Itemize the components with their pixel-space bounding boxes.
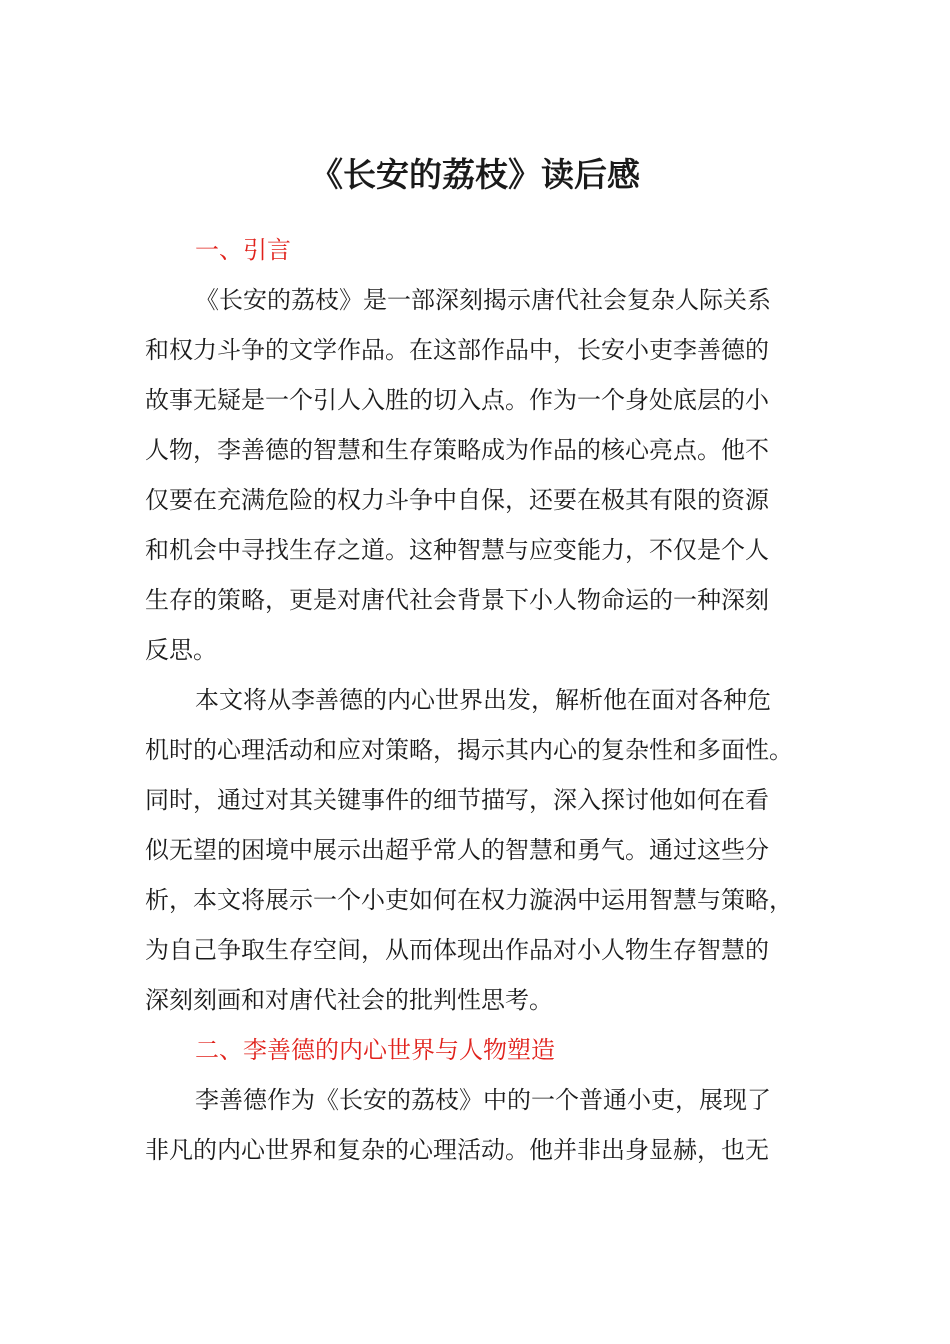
text-line: 深刻刻画和对唐代社会的批判性思考。 — [145, 986, 553, 1014]
text-line: 李善德作为《长安的荔枝》中的一个普通小吏，展现了 — [195, 1086, 771, 1114]
text-line: 《长安的荔枝》是一部深刻揭示唐代社会复杂人际关系 — [195, 286, 771, 314]
text-line: 似无望的困境中展示出超乎常人的智慧和勇气。通过这些分 — [145, 836, 769, 864]
text-line: 生存的策略，更是对唐代社会背景下小人物命运的一种深刻 — [145, 586, 769, 614]
section-heading-intro: 一、引言 — [195, 236, 291, 264]
text-line: 本文将从李善德的内心世界出发，解析他在面对各种危 — [195, 686, 771, 714]
text-line: 和机会中寻找生存之道。这种智慧与应变能力，不仅是个人 — [145, 536, 769, 564]
text-line: 非凡的内心世界和复杂的心理活动。他并非出身显赫，也无 — [145, 1136, 769, 1164]
text-line: 为自己争取生存空间，从而体现出作品对小人物生存智慧的 — [145, 936, 769, 964]
text-line: 故事无疑是一个引人入胜的切入点。作为一个身处底层的小 — [145, 386, 769, 414]
text-line: 同时，通过对其关键事件的细节描写，深入探讨他如何在看 — [145, 786, 769, 814]
paragraph — [145, 275, 805, 675]
document-title: 《长安的荔枝》读后感 — [310, 155, 640, 194]
text-line: 和权力斗争的文学作品。在这部作品中，长安小吏李善德的 — [145, 336, 769, 364]
section-heading-character: 二、李善德的内心世界与人物塑造 — [195, 1036, 555, 1064]
paragraph — [145, 1075, 805, 1175]
text-line: 机时的心理活动和应对策略，揭示其内心的复杂性和多面性。 — [145, 736, 793, 764]
text-line: 仅要在充满危险的权力斗争中自保，还要在极其有限的资源 — [145, 486, 769, 514]
document-body — [145, 225, 805, 1175]
paragraph — [145, 675, 805, 1025]
text-line: 人物，李善德的智慧和生存策略成为作品的核心亮点。他不 — [145, 436, 769, 464]
text-line: 析，本文将展示一个小吏如何在权力漩涡中运用智慧与策略， — [145, 886, 793, 914]
text-line: 反思。 — [145, 636, 217, 664]
